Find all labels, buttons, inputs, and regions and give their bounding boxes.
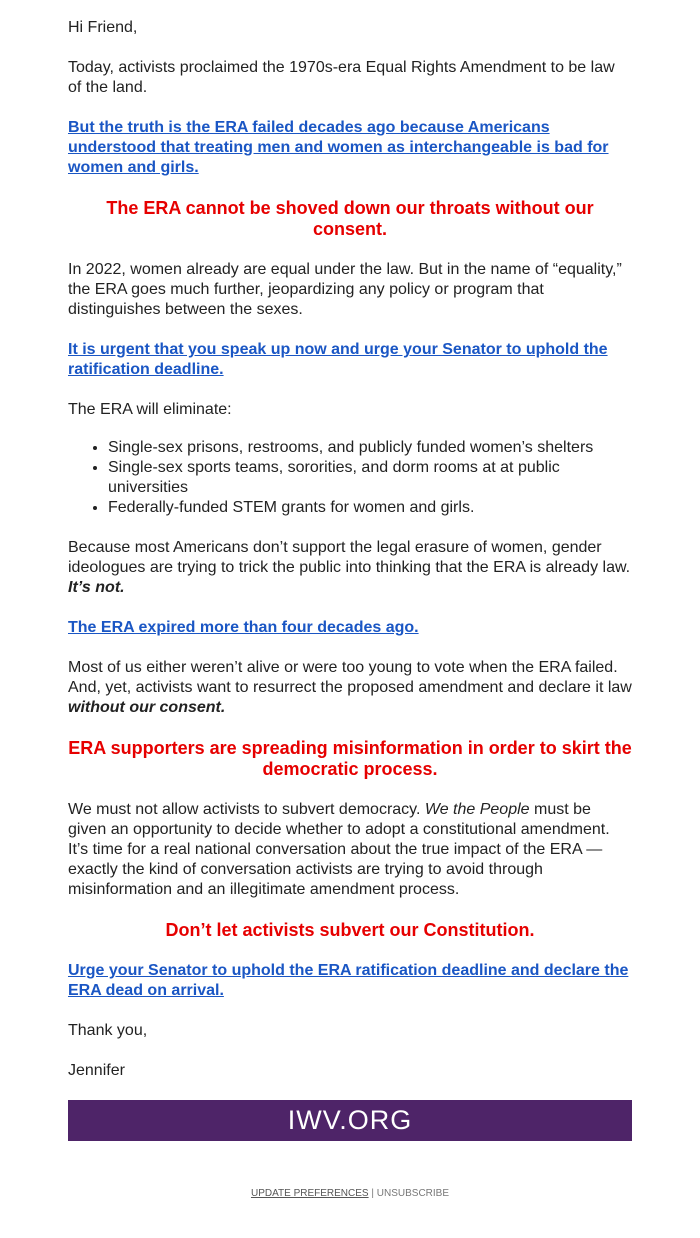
dead-on-arrival-link[interactable]: Urge your Senator to uphold the ERA ratification deadline and declare the ERA dead on arrival. <box>68 962 629 999</box>
democracy-text-a: We must not allow activists to subvert democracy. <box>68 801 421 818</box>
era-failed-link[interactable]: But the truth is the ERA failed decades ago because Americans understood that treating men and women as interchangeable is bad for women and girls. <box>68 119 609 176</box>
update-preferences-link[interactable]: UPDATE PREFERENCES <box>250 1188 369 1199</box>
list-item: • Single-sex prisons, restrooms, and publicly funded women’s shelters <box>108 438 632 458</box>
list-item: • Federally-funded STEM grants for women and girls. <box>108 498 632 518</box>
resurrect-paragraph <box>68 658 632 718</box>
intro-paragraph: Today, activists proclaimed the 1970s-era Equal Rights Amendment to be law of the land. <box>68 59 615 96</box>
email-body <box>68 0 632 1141</box>
closing: Thank you, <box>68 1022 148 1039</box>
list-intro: The ERA will eliminate: <box>68 401 232 418</box>
we-the-people: We the People <box>424 801 530 818</box>
unsubscribe-link[interactable]: UNSUBSCRIBE <box>376 1188 450 1199</box>
greeting: Hi Friend, <box>68 19 138 36</box>
erasure-emphasis: It’s not. <box>68 579 125 596</box>
footer-separator: | <box>371 1188 374 1199</box>
email-footer <box>0 1188 700 1199</box>
iwv-banner[interactable] <box>68 1100 632 1141</box>
erasure-text: Because most Americans don’t support the legal erasure of women, gender ideologues are trying to trick the public into thinking that the ERA is already law. <box>68 539 631 576</box>
headline-misinformation: ERA supporters are spreading misinformation in order to skirt the democratic process. <box>68 738 632 779</box>
signature: Jennifer <box>68 1062 125 1079</box>
resurrect-text: Most of us either weren’t alive or were too young to vote when the ERA failed. And, yet, activists want to resurrect the proposed amendment and declare it law <box>68 659 632 696</box>
urge-senator-link[interactable]: It is urgent that you speak up now and urge your Senator to uphold the ratification deadline. <box>68 341 608 378</box>
list-item: • Single-sex sports teams, sororities, and dorm rooms at at public universities <box>108 458 632 498</box>
erasure-paragraph <box>68 538 632 598</box>
eliminate-list <box>68 438 632 518</box>
democracy-text-b: must be given an opportunity to decide whether to adopt a constitutional amendment. It’s time for a real national conversation about the true impact of the ERA — exactly the kind of conversation activists are trying to avoid through misinformation and an illegitimate amendment process. <box>68 801 610 898</box>
resurrect-emphasis: without our consent. <box>68 699 226 716</box>
equality-paragraph: In 2022, women already are equal under the law. But in the name of “equality,” the ERA goes much further, jeopardizing any policy or program that distinguishes between the sexes. <box>68 261 622 318</box>
era-expired-link[interactable]: The ERA expired more than four decades ago. <box>68 619 419 636</box>
democracy-paragraph <box>68 800 632 900</box>
headline-consent: The ERA cannot be shoved down our throats without our consent. <box>106 198 594 239</box>
headline-constitution: Don’t let activists subvert our Constitution. <box>165 920 535 940</box>
banner-logo-text: IWV.ORG <box>287 1105 413 1135</box>
